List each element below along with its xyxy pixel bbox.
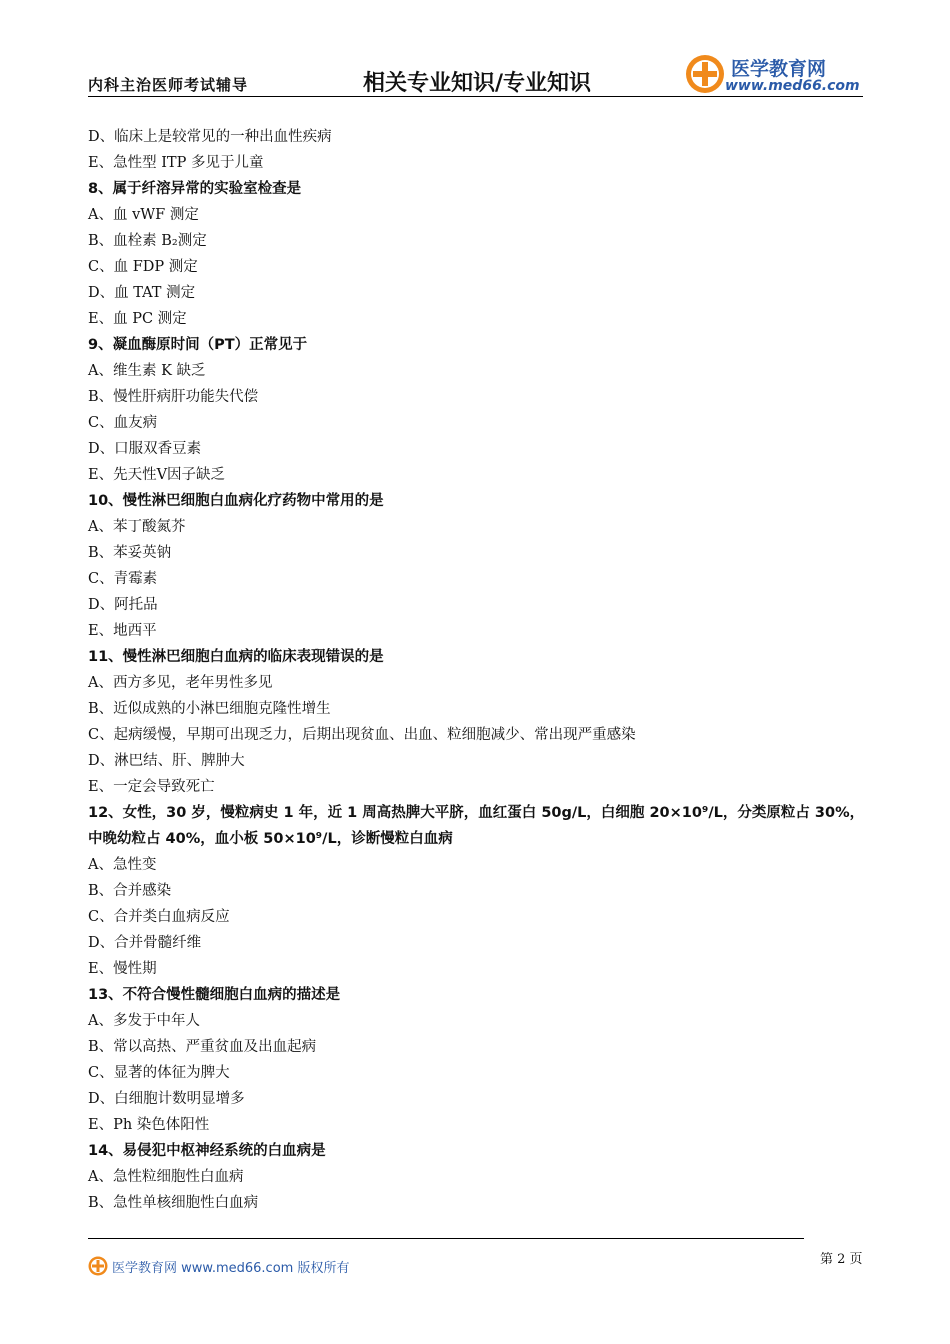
- answer-option: D、白细胞计数明显增多: [88, 1091, 245, 1107]
- question-content: [88, 124, 868, 1216]
- header-rule: [88, 96, 863, 97]
- question-stem: 8、属于纤溶异常的实验室检查是: [88, 181, 302, 197]
- page-header: [88, 52, 863, 100]
- answer-option: D、淋巴结、肝、脾肿大: [88, 753, 245, 769]
- site-logo: [685, 52, 865, 98]
- footer-rule: [88, 1238, 804, 1239]
- header-center-title: 相关专业知识/专业知识: [363, 71, 592, 96]
- answer-option: B、常以高热、严重贫血及出血起病: [88, 1039, 317, 1055]
- question-stem: 9、凝血酶原时间（PT）正常见于: [88, 337, 308, 353]
- answer-option: E、急性型 ITP 多见于儿童: [88, 155, 264, 171]
- answer-option: E、先天性Ⅴ因子缺乏: [88, 467, 226, 483]
- footer-logo-icon: [88, 1256, 108, 1276]
- answer-option: D、合并骨髓纤维: [88, 935, 202, 951]
- answer-option: D、临床上是较常见的一种出血性疾病: [88, 129, 332, 145]
- answer-option: C、血 FDP 测定: [88, 259, 198, 275]
- question-stem: 12、女性，30 岁，慢粒病史 1 年，近 1 周高热脾大平脐，血红蛋白 50g/L，白细胞 20×10⁹/L，分类原粒占 30%，中晚幼粒占 40%，血小板 50×10⁹/L，诊断慢粒白血病: [88, 805, 865, 847]
- answer-option: A、苯丁酸氮芥: [88, 519, 186, 535]
- question-stem: 11、慢性淋巴细胞白血病的临床表现错误的是: [88, 649, 384, 665]
- answer-option: B、慢性肝病肝功能失代偿: [88, 389, 259, 405]
- header-left-title: 内科主治医师考试辅导: [88, 76, 249, 94]
- logo-title: 医学教育网: [731, 58, 827, 80]
- answer-option: A、急性粒细胞性白血病: [88, 1169, 244, 1185]
- answer-option: A、血 vWF 测定: [88, 207, 199, 223]
- answer-option: B、苯妥英钠: [88, 545, 172, 561]
- answer-option: B、血栓素 B₂测定: [88, 233, 207, 249]
- answer-option: A、维生素 K 缺乏: [88, 363, 206, 379]
- answer-option: E、一定会导致死亡: [88, 779, 215, 795]
- answer-option: A、急性变: [88, 857, 157, 873]
- answer-option: C、青霉素: [88, 571, 158, 587]
- answer-option: B、合并感染: [88, 883, 172, 899]
- answer-option: D、口服双香豆素: [88, 441, 202, 457]
- answer-option: C、血友病: [88, 415, 158, 431]
- answer-option: E、血 PC 测定: [88, 311, 187, 327]
- question-stem: 10、慢性淋巴细胞白血病化疗药物中常用的是: [88, 493, 384, 509]
- logo-cross-icon: [685, 54, 725, 94]
- answer-option: E、Ph 染色体阳性: [88, 1117, 210, 1133]
- answer-option: C、起病缓慢，早期可出现乏力，后期出现贫血、出血、粒细胞减少、常出现严重感染: [88, 727, 636, 743]
- answer-option: E、慢性期: [88, 961, 157, 977]
- answer-option: C、显著的体征为脾大: [88, 1065, 230, 1081]
- answer-option: B、急性单核细胞性白血病: [88, 1195, 259, 1211]
- page-number: 第 2 页: [820, 1252, 863, 1267]
- answer-option: A、多发于中年人: [88, 1013, 200, 1029]
- answer-option: E、地西平: [88, 623, 157, 639]
- question-stem: 13、不符合慢性髓细胞白血病的描述是: [88, 987, 341, 1003]
- answer-option: D、血 TAT 测定: [88, 285, 196, 301]
- answer-option: D、阿托品: [88, 597, 158, 613]
- logo-url: www.med66.com: [725, 78, 860, 94]
- footer-copyright: 医学教育网 www.med66.com 版权所有: [112, 1261, 350, 1276]
- answer-option: A、西方多见，老年男性多见: [88, 675, 273, 691]
- answer-option: B、近似成熟的小淋巴细胞克隆性增生: [88, 701, 331, 717]
- answer-option: C、合并类白血病反应: [88, 909, 230, 925]
- question-stem: 14、易侵犯中枢神经系统的白血病是: [88, 1143, 326, 1159]
